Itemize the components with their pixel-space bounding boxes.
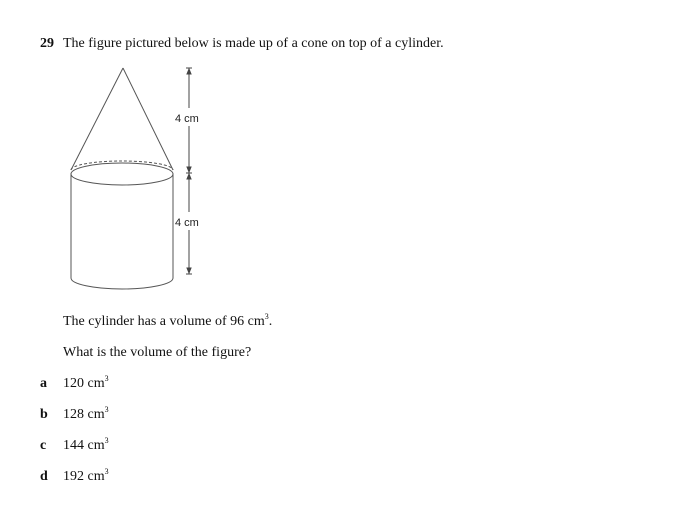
question-number: 29 — [40, 36, 54, 51]
cylinder-height-label: 4 cm — [175, 217, 199, 229]
question-prompt: What is the volume of the figure? — [63, 345, 252, 360]
option-value-text: 192 cm — [63, 469, 105, 484]
option-exponent: 3 — [104, 374, 109, 383]
option-value-text: 120 cm — [63, 376, 105, 391]
option-value — [63, 407, 109, 423]
cone-shape — [71, 68, 173, 170]
question-text: The figure pictured below is made up of a cone on top of a cylinder. — [63, 36, 444, 51]
option-letter: d — [40, 469, 48, 484]
option-exponent: 3 — [104, 467, 109, 476]
cone-height-label: 4 cm — [175, 113, 199, 125]
volume-text: The cylinder has a volume of 96 cm — [63, 314, 265, 329]
option-value-text: 128 cm — [63, 407, 105, 422]
option-value-text: 144 cm — [63, 438, 105, 453]
volume-exponent: 3 — [264, 312, 269, 321]
option-exponent: 3 — [104, 436, 109, 445]
option-value — [63, 376, 109, 392]
cone-cylinder-figure — [60, 60, 220, 300]
option-exponent: 3 — [104, 405, 109, 414]
cylinder-volume-statement — [63, 314, 272, 330]
volume-end: . — [268, 314, 273, 329]
option-value — [63, 438, 109, 454]
option-letter: c — [40, 438, 47, 453]
option-letter: b — [40, 407, 48, 422]
option-value — [63, 469, 109, 485]
cylinder-shape — [71, 163, 173, 289]
dimension-line — [186, 68, 192, 274]
option-letter: a — [40, 376, 47, 391]
